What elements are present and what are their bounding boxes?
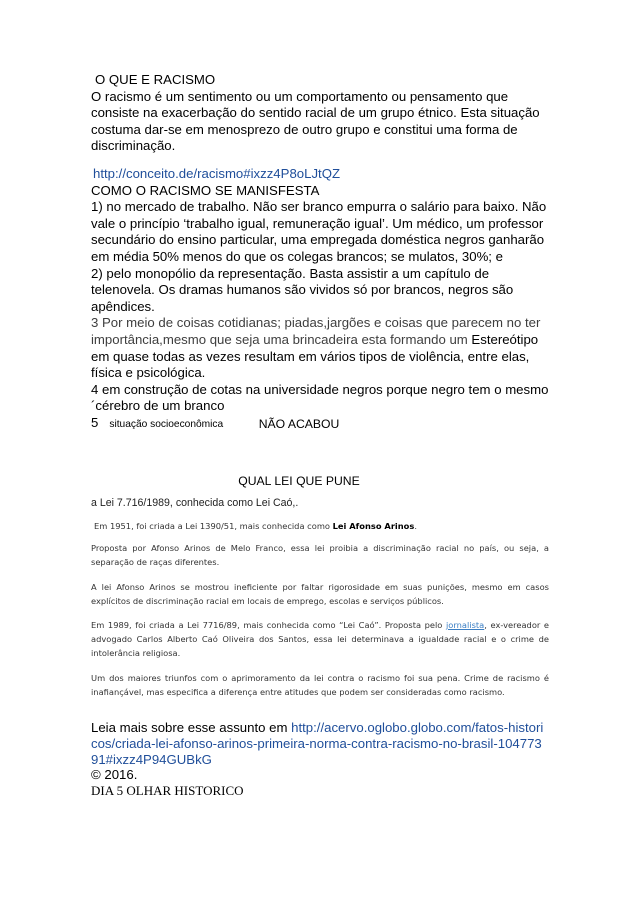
nao-acabou-text: NÃO ACABOU (258, 417, 340, 431)
paragraph-5: Um dos maiores triunfos com o aprimoramento da lei contra o racismo foi sua pena. Crime de racismo é inafiançável, mas especifica a diferença entre atitudes que podem ser consideradas como racismo. (91, 672, 549, 697)
p4-post: , ex-vereador e advogado Carlos Alberto Caó Oliveira dos Santos, essa lei determinava a igualdade racial e o crime de intolerância religiosa. (91, 620, 550, 659)
section-title: O QUE E RACISMO (95, 72, 216, 87)
item3-rest-text: Estereótipo em quase todas as vezes resultam em vários tipos de violência, entre elas, física e psicológica. (91, 331, 539, 381)
item3-gray-text: 3 Por meio de coisas cotidianas; piadas,jargões e coisas que parecem no ter importância,mesmo que seja uma brincadeira esta formando um (91, 315, 541, 347)
copyright: © 2016. (91, 767, 138, 783)
item5-number: 5 (91, 414, 99, 430)
leia-mais (91, 720, 549, 767)
qual-lei-heading (0, 474, 638, 488)
section-subtitle: COMO O RACISMO SE MANISFESTA (91, 182, 320, 198)
paragraph-3: A lei Afonso Arinos se mostrou ineficiente por faltar rigorosidade em suas punições, mesmo em casos explícitos de discriminação racial em locais de emprego, escolas e serviços públicos. (91, 581, 549, 606)
definition-text: O racismo é um sentimento ou um comportamento ou pensamento que consiste na exacerbação do sentido racial de um grupo étnico. Esta situação costuma dar-se em menosprezo de outro grupo e constitui uma forma de discriminação. (91, 88, 540, 154)
item5-text: situação socioeconômica (109, 418, 224, 430)
jornalista-link[interactable]: jornalista (445, 620, 485, 631)
dia-label: DIA 5 OLHAR HISTORICO (91, 783, 244, 799)
p1-pre: Em 1951, foi criada a Lei 1390/51, mais conhecida como (94, 521, 333, 531)
list-item: 1) no mercado de trabalho. Não ser branco empurra o salário para baixo. Não vale o princípio ‘trabalho igual, remuneração igual’. Um médico, um professor secundário do ensino particular, uma empregada doméstica negros ganharão em média 50% menos do que os colegas brancos; se mulatos, 30%; e (91, 199, 547, 264)
leia-pre: Leia mais sobre esse assunto em (91, 720, 292, 735)
source-link[interactable]: http://conceito.de/racismo#ixzz4P8oLJtQZ (93, 165, 341, 181)
nao-acabou-heading (0, 414, 638, 431)
paragraph-4 (91, 618, 549, 661)
paragraph-2: Proposta por Afonso Arinos de Melo Franco, essa lei proibia a discriminação racial no país, ou seja, a separação de raças diferentes. (91, 543, 549, 568)
acervo-link[interactable]: http://acervo.oglobo.globo.com/fatos-historicos/criada-lei-afonso-arinos-primeira-norma-contra-racismo-no-brasil-10477391#ixzz4P94GUBkG (91, 720, 544, 767)
list-item (91, 315, 549, 381)
qual-lei-text: QUAL LEI QUE PUNE (238, 474, 360, 488)
spacer (91, 155, 549, 166)
footer (91, 720, 549, 799)
list-item: 2) pelo monopólio da representação. Basta assistir a um capítulo de telenovela. Os dramas humanos são vividos só por brancos, negros são apêndices. (91, 265, 514, 314)
paragraph-1 (94, 519, 549, 533)
p4-pre: Em 1989, foi criada a Lei 7716/89, mais conhecida como “Lei Caó”. Proposta pelo (91, 620, 446, 631)
p1-bold: Lei Afonso Arinos (332, 521, 415, 531)
lei-caso-line: a Lei 7.716/1989, conhecida como Lei Caó,. (91, 497, 299, 509)
list-item: 4 em construção de cotas na universidade negros porque negro tem o mesmo ´cérebro de um branco (91, 381, 549, 414)
p1-post: . (414, 521, 417, 531)
law-history-paragraphs (91, 519, 549, 709)
section-racismo (91, 72, 549, 433)
